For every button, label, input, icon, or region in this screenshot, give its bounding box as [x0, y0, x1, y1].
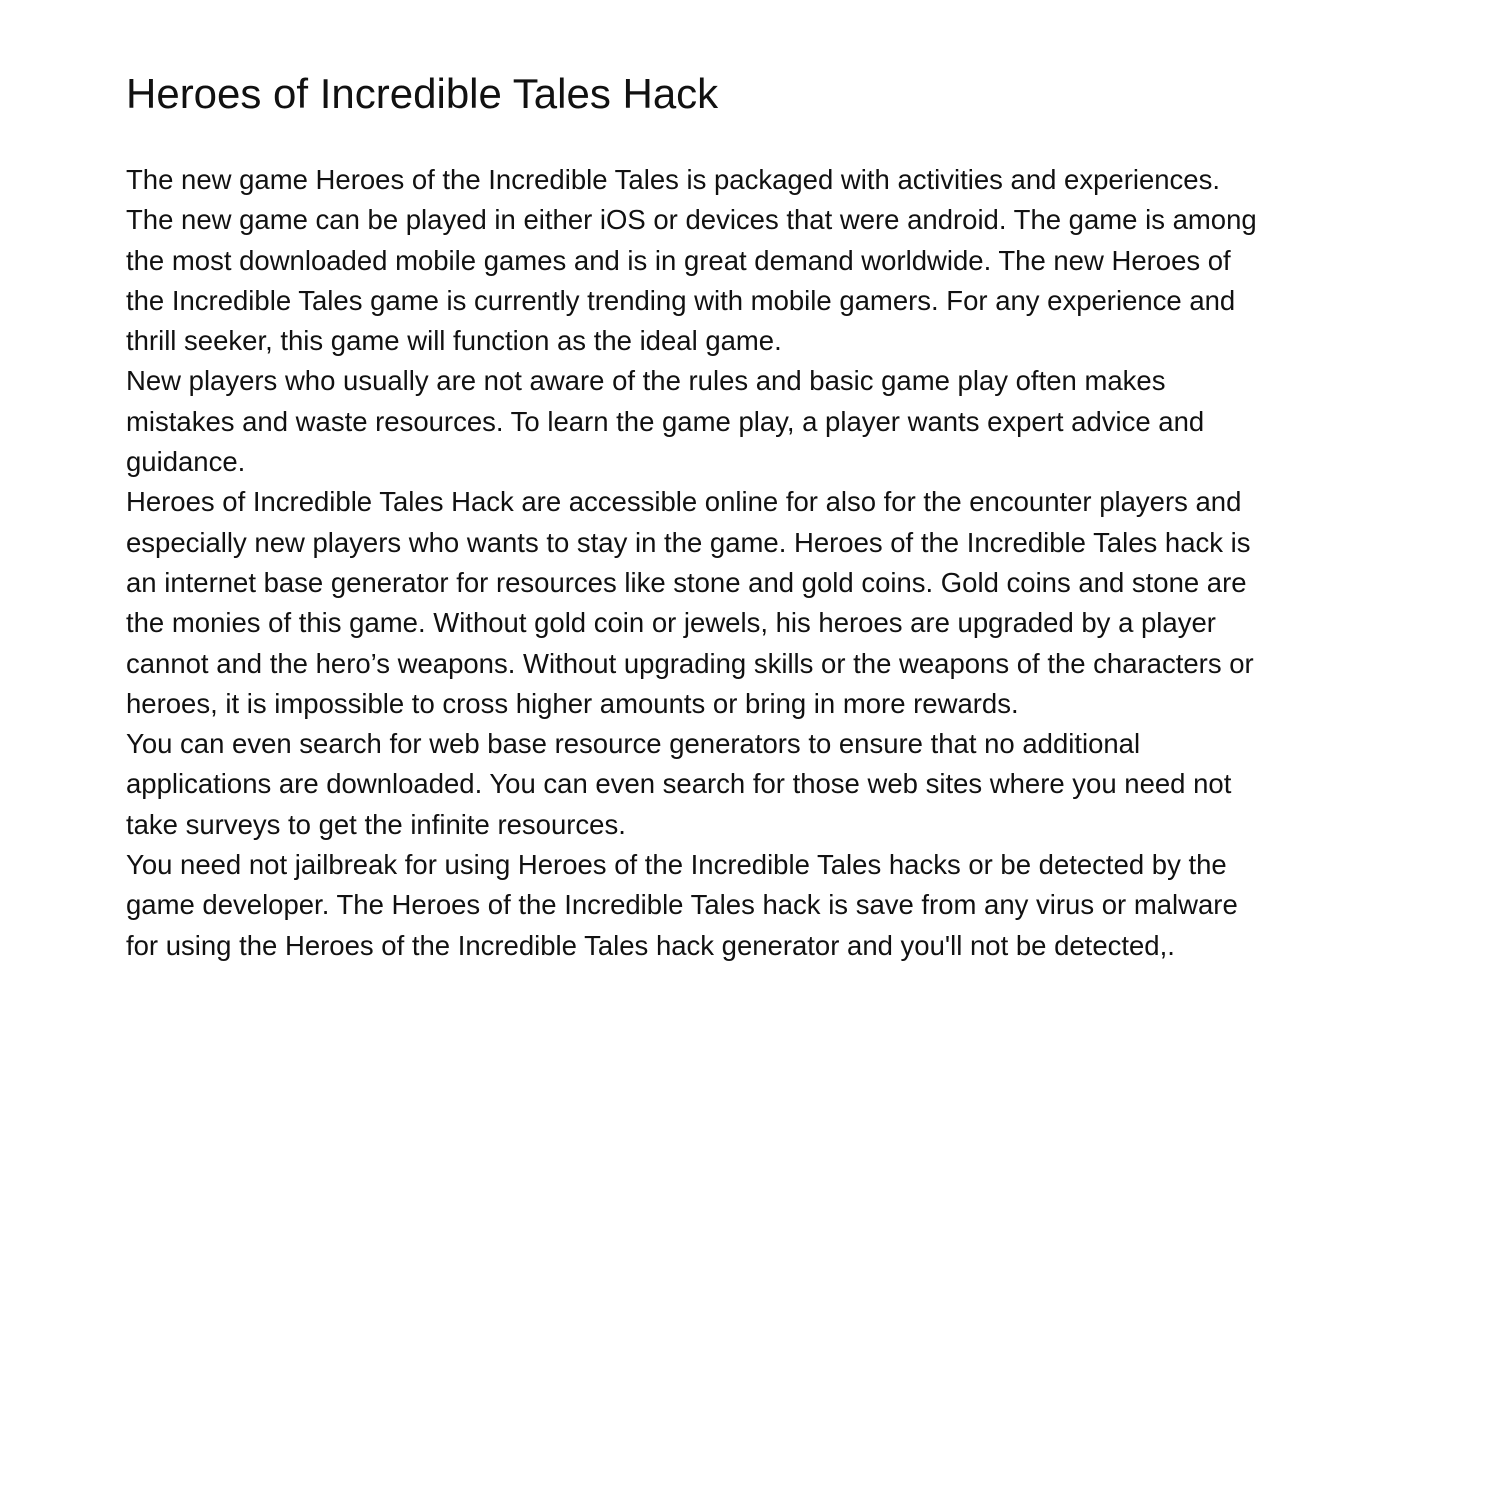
text-line: an internet base generator for resources like stone and gold coins. Gold coins and stone are	[126, 566, 1247, 598]
text-line: the Incredible Tales game is currently trending with mobile gamers. For any experience and	[126, 284, 1236, 316]
text-line: game developer. The Heroes of the Incredible Tales hack is save from any virus or malware	[126, 889, 1238, 921]
document-title: Heroes of Incredible Tales Hack	[126, 70, 719, 117]
text-line: New players who usually are not aware of the rules and basic game play often makes	[126, 365, 1166, 397]
text-line: take surveys to get the infinite resources.	[126, 808, 626, 840]
paragraph	[126, 724, 1257, 845]
text-line: cannot and the hero’s weapons. Without upgrading skills or the weapons of the characters or	[126, 647, 1254, 679]
text-line: guidance.	[126, 446, 246, 478]
text-line: Heroes of Incredible Tales Hack are accessible online for also for the encounter players and	[126, 486, 1242, 518]
text-line: applications are downloaded. You can even search for those web sites where you need not	[126, 768, 1232, 800]
text-line: The new game can be played in either iOS or devices that were android. The game is among	[126, 204, 1257, 236]
text-line: You can even search for web base resource generators to ensure that no additional	[126, 728, 1141, 760]
text-line: the monies of this game. Without gold coin or jewels, his heroes are upgraded by a player	[126, 607, 1216, 639]
paragraph	[126, 845, 1257, 966]
text-line: mistakes and waste resources. To learn the game play, a player wants expert advice and	[126, 405, 1205, 437]
text-line: thrill seeker, this game will function as the ideal game.	[126, 325, 782, 357]
text-line: The new game Heroes of the Incredible Tales is packaged with activities and experiences.	[126, 164, 1220, 195]
paragraph	[126, 482, 1257, 724]
text-line: especially new players who wants to stay in the game. Heroes of the Incredible Tales hack is	[126, 526, 1251, 558]
text-line: for using the Heroes of the Incredible Tales hack generator and you'll not be detected,.	[126, 929, 1175, 961]
text-line: the most downloaded mobile games and is in great demand worldwide. The new Heroes of	[126, 244, 1231, 276]
paragraph	[126, 361, 1257, 482]
document-body	[126, 160, 1257, 966]
text-line: heroes, it is impossible to cross higher amounts or bring in more rewards.	[126, 687, 1019, 719]
paragraph	[126, 160, 1257, 361]
text-line: You need not jailbreak for using Heroes of the Incredible Tales hacks or be detected by the	[126, 849, 1227, 881]
